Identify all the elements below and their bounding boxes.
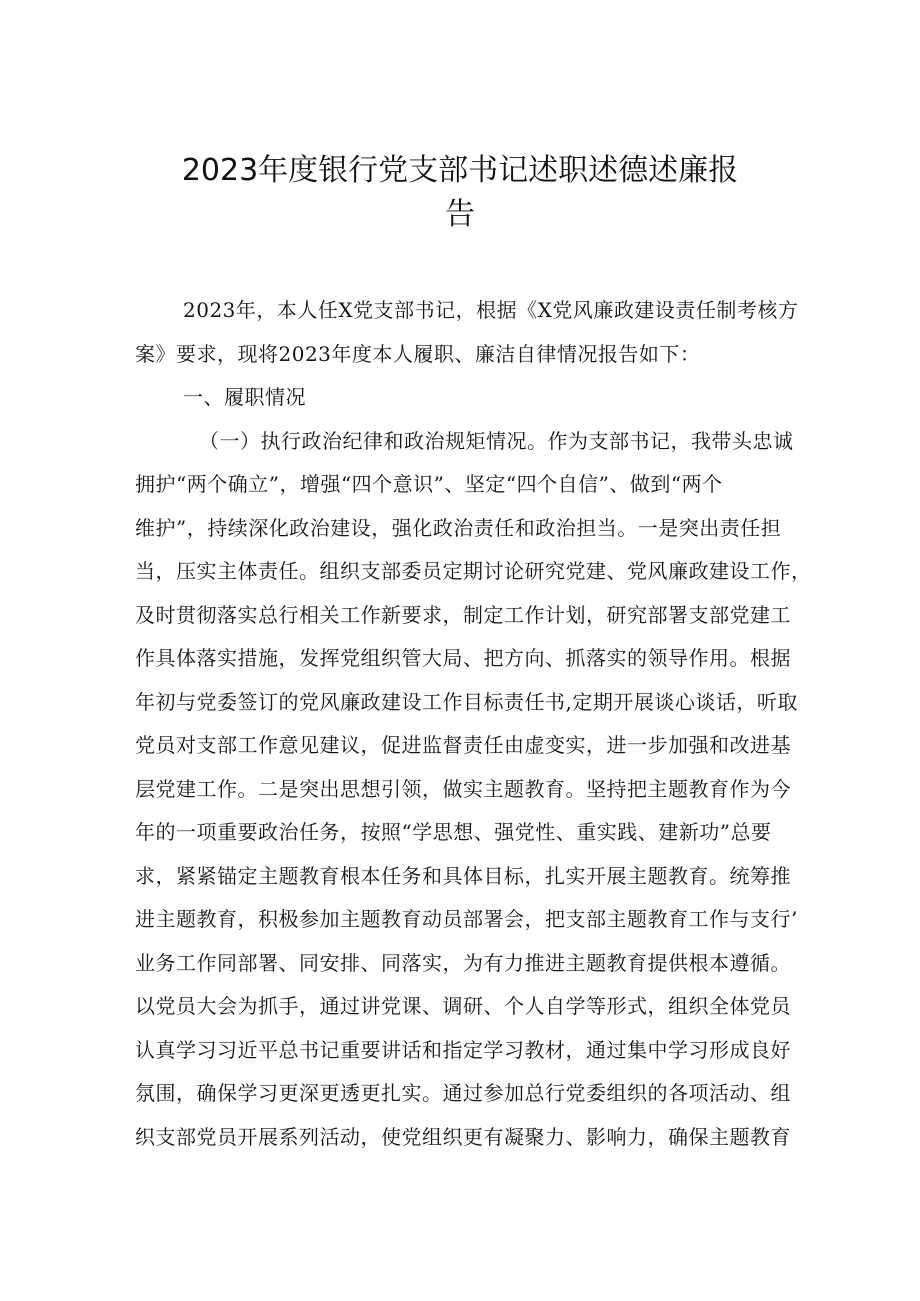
body-line: 当，压实主体责任。组织支部委员定期讨论研究党建、党风廉政建设工作， [135,559,812,583]
body-line: 党员对支部工作意见建议，促进监督责任由虚变实，进一步加强和改进基 [135,733,791,757]
body-line: 年初与党委签订的党风廉政建设工作目标责任书,定期开展谈心谈话，听取 [135,690,798,714]
body-line: 进主题教育，积极参加主题教育动员部署会，把支部主题教育工作与支行’ [135,907,798,931]
body-line: 层党建工作。二是突出思想引领，做实主题教育。坚持把主题教育作为今 [135,777,791,801]
body-line: 业务工作同部署、同安排、同落实，为有力推进主题教育提供根本遵循。 [135,951,791,975]
body-line: 织支部党员开展系列活动，使党组织更有凝聚力、影响力，确保主题教育 [135,1125,791,1149]
body-line: 作具体落实措施，发挥党组织管大局、把方向、抓落实的领导作用。根据 [135,646,791,670]
body-line: 求，紧紧锚定主题教育根本任务和具体目标，扎实开展主题教育。统筹推 [135,864,791,888]
body-line: 及时贯彻落实总行相关工作新要求，制定工作计划，研究部署支部党建工 [135,603,791,627]
section-heading: 一、履职情况 [183,385,306,409]
body-line: 拥护“两个确立”，增强“四个意识”、坚定“四个自信”、做到“两个 [135,472,723,496]
document-title-continuation: 告 [445,197,475,232]
body-line: 维护”，持续深化政治建设，强化政治责任和政治担当。一是突出责任担 [135,516,782,540]
body-line: 2023年，本人任X党支部书记，根据《X党风廉政建设责任制考核方 [183,298,799,322]
subsection-heading: （一）执行政治纪律和政治规矩情况。作为支部书记，我带头忠诚 [199,429,794,453]
body-line: 年的一项重要政治任务，按照“学思想、强党性、重实践、建新功”总要 [135,820,772,844]
body-line: 以党员大会为抓手，通过讲党课、调研、个人自学等形式，组织全体党员 [135,994,791,1018]
body-line: 认真学习习近平总书记重要讲话和指定学习教材，通过集中学习形成良好 [135,1038,791,1062]
document-title: 2023年度银行党支部书记述职述德述廉报 [181,153,739,188]
body-line: 案》要求，现将2023年度本人履职、廉洁自律情况报告如下： [135,342,701,366]
body-line: 氛围，确保学习更深更透更扎实。通过参加总行党委组织的各项活动、组 [135,1081,791,1105]
